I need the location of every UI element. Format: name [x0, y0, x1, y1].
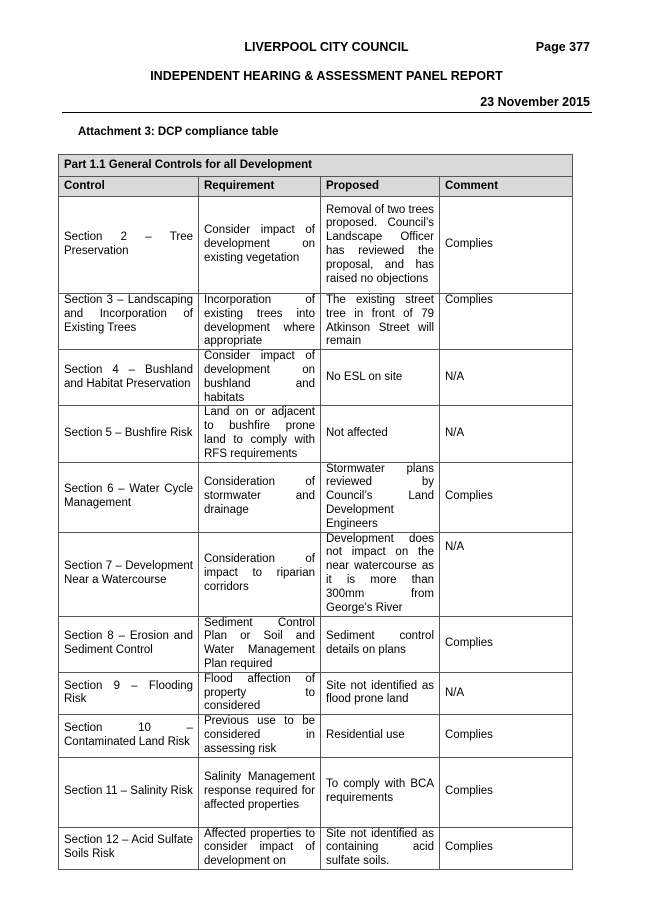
table-row — [59, 294, 573, 350]
control-cell: Section 3 – Landscaping and Incorporation of Existing Trees — [59, 294, 199, 350]
proposed-cell: Site not identified as flood prone land — [321, 672, 440, 714]
column-header-proposed: Proposed — [321, 177, 440, 197]
proposed-cell: Stormwater plans reviewed by Council’s Land Development Engineers — [321, 462, 440, 532]
table-row — [59, 616, 573, 672]
table-row — [59, 672, 573, 714]
control-cell: Section 12 – Acid Sulfate Soils Risk — [59, 827, 199, 869]
requirement-cell: Consider impact of development on bushland and habitats — [199, 350, 321, 406]
comment-cell: Complies — [440, 757, 573, 827]
comment-cell: N/A — [440, 406, 573, 462]
requirement-cell: Consideration of stormwater and drainage — [199, 462, 321, 532]
control-cell: Section 7 – Development Near a Watercourse — [59, 532, 199, 616]
header-divider — [62, 112, 592, 113]
table-row — [59, 532, 573, 616]
attachment-title: Attachment 3: DCP compliance table — [78, 126, 279, 138]
page-number: Page 377 — [535, 40, 590, 54]
proposed-cell: Site not identified as containing acid sulfate soils. — [321, 827, 440, 869]
report-date: 23 November 2015 — [480, 95, 590, 109]
proposed-cell: To comply with BCA requirements — [321, 757, 440, 827]
column-header-row — [59, 177, 573, 197]
requirement-cell: Consider impact of development on existing vegetation — [199, 197, 321, 294]
proposed-cell: No ESL on site — [321, 350, 440, 406]
control-cell: Section 4 – Bushland and Habitat Preservation — [59, 350, 199, 406]
comment-cell: N/A — [440, 532, 573, 616]
proposed-cell: Removal of two trees proposed. Council’s Landscape Officer has reviewed the proposal, and has raised no objections — [321, 197, 440, 294]
part-title-row — [59, 155, 573, 177]
requirement-cell: Salinity Management response required for affected properties — [199, 757, 321, 827]
comment-cell: Complies — [440, 462, 573, 532]
control-cell: Section 9 – Flooding Risk — [59, 672, 199, 714]
comment-cell: Complies — [440, 827, 573, 869]
table-row — [59, 757, 573, 827]
proposed-cell: Development does not impact on the near watercourse as it is more than 300mm from George’s River — [321, 532, 440, 616]
table-row — [59, 406, 573, 462]
control-cell: Section 6 – Water Cycle Management — [59, 462, 199, 532]
control-cell: Section 10 – Contaminated Land Risk — [59, 715, 199, 757]
comment-cell: Complies — [440, 616, 573, 672]
dcp-compliance-table — [58, 154, 573, 870]
requirement-cell: Flood affection of property to considered — [199, 672, 321, 714]
control-cell: Section 5 – Bushfire Risk — [59, 406, 199, 462]
table-row — [59, 350, 573, 406]
control-cell: Section 8 – Erosion and Sediment Control — [59, 616, 199, 672]
control-cell: Section 11 – Salinity Risk — [59, 757, 199, 827]
requirement-cell: Affected properties to consider impact of development on — [199, 827, 321, 869]
requirement-cell: Land on or adjacent to bushfire prone land to comply with RFS requirements — [199, 406, 321, 462]
requirement-cell: Previous use to be considered in assessing risk — [199, 715, 321, 757]
table-row — [59, 827, 573, 869]
part-title: Part 1.1 General Controls for all Development — [59, 155, 573, 177]
council-name: LIVERPOOL CITY COUNCIL — [244, 40, 409, 54]
proposed-cell: Sediment control details on plans — [321, 616, 440, 672]
requirement-cell: Sediment Control Plan or Soil and Water Management Plan required — [199, 616, 321, 672]
column-header-comment: Comment — [440, 177, 573, 197]
comment-cell: Complies — [440, 197, 573, 294]
report-title: INDEPENDENT HEARING & ASSESSMENT PANEL REPORT — [150, 69, 503, 83]
comment-cell: N/A — [440, 350, 573, 406]
comment-cell: Complies — [440, 715, 573, 757]
column-header-control: Control — [59, 177, 199, 197]
proposed-cell: The existing street tree in front of 79 Atkinson Street will remain — [321, 294, 440, 350]
table-row — [59, 197, 573, 294]
comment-cell: Complies — [440, 294, 573, 350]
proposed-cell: Not affected — [321, 406, 440, 462]
requirement-cell: Consideration of impact to riparian corridors — [199, 532, 321, 616]
column-header-requirement: Requirement — [199, 177, 321, 197]
table-row — [59, 715, 573, 757]
control-cell: Section 2 – Tree Preservation — [59, 197, 199, 294]
comment-cell: N/A — [440, 672, 573, 714]
requirement-cell: Incorporation of existing trees into development where appropriate — [199, 294, 321, 350]
proposed-cell: Residential use — [321, 715, 440, 757]
table-row — [59, 462, 573, 532]
